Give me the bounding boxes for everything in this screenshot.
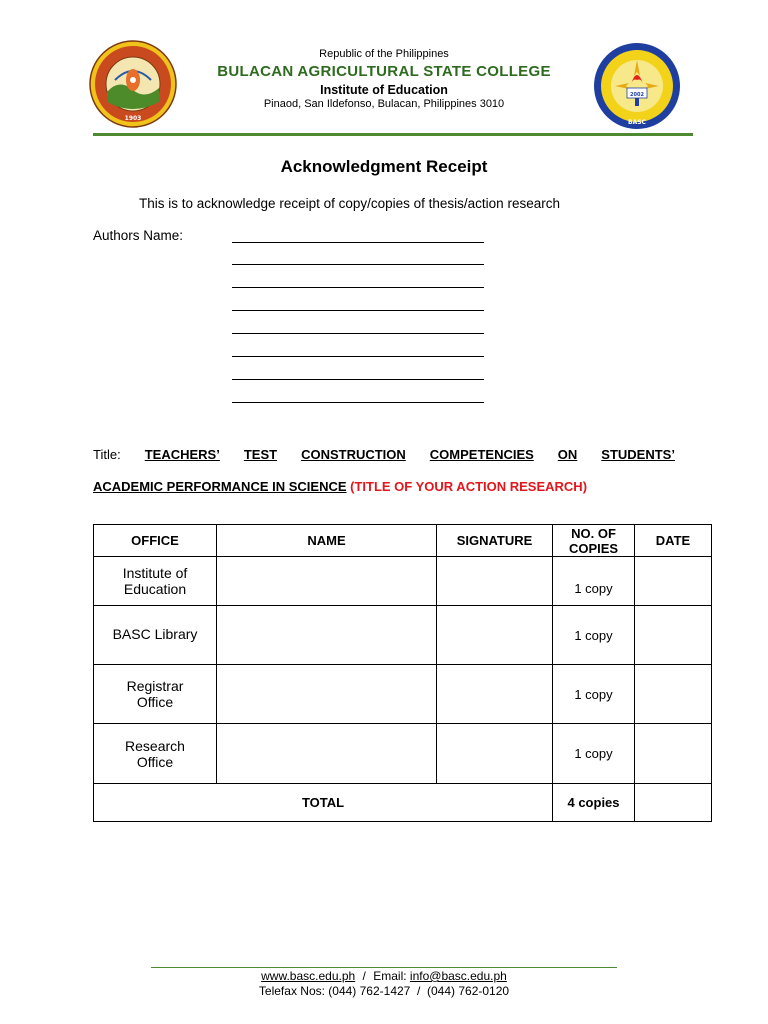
footer-contact-line	[0, 969, 768, 983]
svg-text:1903: 1903	[124, 115, 142, 122]
signature-cell[interactable]	[437, 557, 553, 606]
office-cell: Research Office	[94, 724, 217, 784]
author-name-line[interactable]	[232, 264, 484, 265]
document-title: Acknowledgment Receipt	[280, 157, 488, 176]
college-address: Pinaod, San Ildefonso, Bulacan, Philippines 3010	[263, 98, 505, 110]
author-name-line[interactable]	[232, 333, 484, 334]
header-no-of-copies: NO. OF COPIES	[553, 525, 635, 557]
svg-text:2002: 2002	[630, 92, 644, 98]
title-word: STUDENTS’	[601, 447, 675, 462]
title-word: TEST	[243, 447, 278, 462]
total-label: TOTAL	[94, 784, 553, 822]
signature-cell[interactable]	[437, 665, 553, 724]
date-cell[interactable]	[635, 557, 712, 606]
copies-cell: 1 copy	[553, 665, 635, 724]
footer-divider	[151, 967, 617, 968]
author-name-line[interactable]	[232, 310, 484, 311]
copies-cell: 1 copy	[553, 606, 635, 665]
total-row	[94, 784, 712, 822]
title-label: Title:	[93, 447, 121, 462]
footer-separator: /	[362, 969, 366, 983]
institute-name: Institute of Education	[320, 83, 448, 97]
date-cell[interactable]	[635, 665, 712, 724]
name-cell[interactable]	[217, 665, 437, 724]
copies-cell: 1 copy	[553, 557, 635, 606]
footer-telefax: Telefax Nos: (044) 762-1427 / (044) 762-0120	[258, 984, 510, 998]
title-word: CONSTRUCTION	[301, 447, 406, 462]
college-name: BULACAN AGRICULTURAL STATE COLLEGE	[217, 63, 551, 80]
header-date: DATE	[635, 525, 712, 557]
author-name-line[interactable]	[232, 356, 484, 357]
email-label: Email:	[373, 969, 407, 983]
website-link[interactable]: www.basc.edu.ph	[261, 969, 356, 983]
title-continuation: ACADEMIC PERFORMANCE IN SCIENCE	[93, 479, 347, 494]
republic-text: Republic of the Philippines	[319, 48, 449, 60]
table-row	[94, 724, 712, 784]
author-name-line[interactable]	[232, 379, 484, 380]
title-word: TEACHERS’	[144, 447, 220, 462]
authors-name-label: Authors Name:	[93, 228, 184, 243]
intro-text: This is to acknowledge receipt of copy/copies of thesis/action research	[139, 196, 560, 211]
table-row	[94, 557, 712, 606]
date-cell[interactable]	[635, 724, 712, 784]
title-placeholder-note: (TITLE OF YOUR ACTION RESEARCH)	[350, 479, 588, 494]
office-cell: Institute of Education	[94, 557, 217, 606]
research-title-line-1	[93, 447, 675, 462]
table-row	[94, 665, 712, 724]
header-signature: SIGNATURE	[437, 525, 553, 557]
title-word: ON	[557, 447, 578, 462]
signature-cell[interactable]	[437, 606, 553, 665]
header-name: NAME	[217, 525, 437, 557]
office-cell: BASC Library	[94, 606, 217, 665]
header-office: OFFICE	[94, 525, 217, 557]
title-word: COMPETENCIES	[429, 447, 534, 462]
copies-cell: 1 copy	[553, 724, 635, 784]
name-cell[interactable]	[217, 724, 437, 784]
author-name-line[interactable]	[232, 287, 484, 288]
total-copies: 4 copies	[553, 784, 635, 822]
office-cell: Registrar Office	[94, 665, 217, 724]
date-cell[interactable]	[635, 606, 712, 665]
total-date-cell[interactable]	[635, 784, 712, 822]
table-header-row	[94, 525, 712, 557]
author-name-line[interactable]	[232, 242, 484, 243]
signature-cell[interactable]	[437, 724, 553, 784]
receipt-table	[93, 524, 712, 822]
author-name-line[interactable]	[232, 402, 484, 403]
research-title-line-2	[93, 479, 587, 494]
email-link[interactable]: info@basc.edu.ph	[409, 969, 507, 983]
svg-text:BASC: BASC	[628, 119, 646, 126]
name-cell[interactable]	[217, 557, 437, 606]
name-cell[interactable]	[217, 606, 437, 665]
header-divider	[93, 133, 693, 136]
table-row	[94, 606, 712, 665]
institute-of-education-seal-logo	[593, 42, 681, 130]
